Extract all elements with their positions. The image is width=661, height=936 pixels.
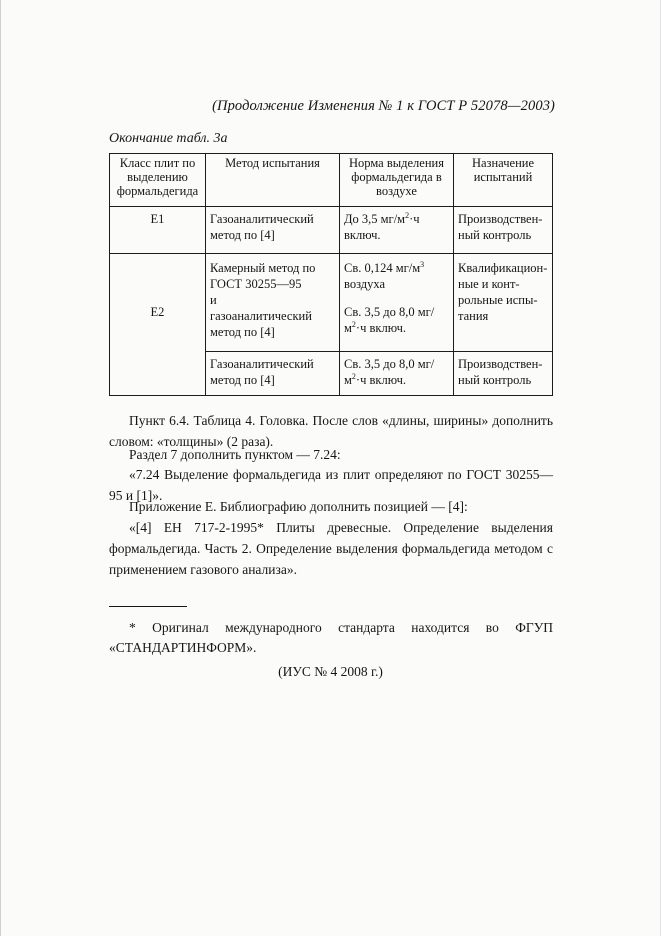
header-purpose: Назначение испытаний [454, 154, 553, 207]
norm-text: Св. 3,5 до 8,0 мг/м [344, 357, 435, 387]
norm-tail: воздуха [344, 277, 386, 291]
norm-cell [340, 207, 454, 254]
method-line: Камерный метод по ГОСТ 30255—95 [210, 261, 316, 291]
header-method: Метод испытания [206, 154, 340, 207]
ius-reference: (ИУС № 4 2008 г.) [278, 664, 383, 679]
purpose-cell: Производствен-ный контроль [454, 352, 553, 396]
paragraph-7-24: «7.24 Выделение формальдегида из плит определяют по ГОСТ 30255—95 и [1]». [109, 467, 553, 503]
table-row [110, 254, 553, 352]
table-caption: Окончание табл. 3а [109, 131, 228, 146]
norm-tail: ·ч включ. [355, 321, 406, 335]
norm-text: Св. 0,124 мг/м [344, 261, 421, 275]
header-class: Класс плит по выделению формальдегида [110, 154, 206, 207]
paragraph-bibliography-4: «[4] ЕН 717-2-1995* Плиты древесные. Определение выделения формальдегида. Часть 2. Определение выделения формальдегида методом с применением газового анализа». [109, 520, 553, 577]
norm-sup: 3 [420, 260, 425, 269]
paragraph-item-6-4: Пункт 6.4. Таблица 4. Головка. После слов «длины, ширины» дополнить словом: «толщины» (2 раза). [109, 413, 553, 449]
header-norm: Норма выделения формальдегида в воздухе [340, 154, 454, 207]
purpose-cell: Производствен-ный контроль [454, 207, 553, 254]
footnote-rule [109, 606, 187, 607]
paragraph-appendix-e: Приложение Е. Библиографию дополнить позицией — [4]: [129, 499, 468, 514]
norm-sup: 2 [351, 320, 356, 329]
method-cell: Газоаналитический метод по [4] [206, 207, 340, 254]
method-and: и [210, 293, 217, 307]
method-cell: Газоаналитический метод по [4] [206, 352, 340, 396]
norm-line [344, 260, 449, 292]
norm-sup: 2 [351, 372, 356, 381]
norm-line [344, 304, 449, 336]
purpose-cell: Квалификацион-ные и конт-рольные испы-тания [454, 254, 553, 352]
norm-text: Св. 3,5 до 8,0 мг/м [344, 305, 435, 335]
class-cell: Е1 [110, 207, 206, 254]
class-cell: Е2 [110, 254, 206, 396]
document-header: (Продолжение Изменения № 1 к ГОСТ Р 52078—2003) [212, 98, 555, 114]
norm-cell [340, 254, 454, 352]
footnote: * Оригинал международного стандарта находится во ФГУП «СТАНДАРТИНФОРМ». [109, 620, 553, 655]
norm-tail: ·ч включ. [355, 373, 406, 387]
norm-text: До 3,5 мг/м [344, 212, 406, 226]
table-row [110, 207, 553, 254]
method-line: газоаналитический метод по [4] [210, 309, 312, 339]
method-cell [206, 254, 340, 352]
formaldehyde-table [109, 153, 553, 396]
table-header-row [110, 154, 553, 207]
norm-sup: 2 [405, 211, 410, 220]
norm-cell [340, 352, 454, 396]
paragraph-section-7: Раздел 7 дополнить пунктом — 7.24: [129, 447, 341, 462]
norm-tail: ·ч включ. [344, 212, 420, 242]
